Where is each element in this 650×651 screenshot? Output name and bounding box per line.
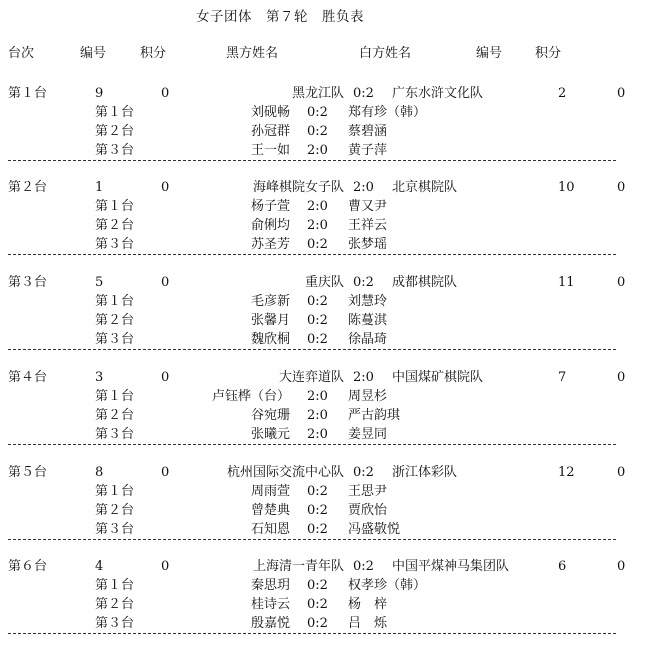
right-number: 6 — [558, 559, 567, 574]
black-team: 大连弈道队 — [278, 370, 344, 385]
left-points: 0 — [161, 370, 170, 385]
game-board-label: 第２台 — [95, 597, 135, 612]
header-white-name: 白方姓名 — [359, 46, 412, 61]
game-score: 0:2 — [307, 484, 328, 499]
black-player: 毛彦新 — [250, 294, 290, 309]
black-player: 俞俐均 — [250, 218, 290, 233]
board-label: 第３台 — [8, 275, 48, 290]
white-player: 王思尹 — [348, 484, 388, 499]
left-number: 9 — [95, 86, 104, 101]
right-points: 0 — [617, 275, 626, 290]
header-number-left: 编号 — [80, 46, 107, 61]
black-team: 重庆队 — [304, 275, 344, 290]
left-points: 0 — [161, 559, 170, 574]
black-player: 曾楚典 — [250, 503, 290, 518]
black-team: 上海清一青年队 — [252, 559, 344, 574]
game-board-label: 第１台 — [95, 199, 135, 214]
white-player: 姜昱同 — [348, 427, 388, 442]
game-score: 2:0 — [307, 143, 328, 158]
game-score: 0:2 — [307, 332, 328, 347]
game-board-label: 第１台 — [95, 389, 135, 404]
white-player: 冯盛敬悦 — [348, 522, 401, 537]
left-number: 4 — [95, 559, 104, 574]
white-player: 陈蔓淇 — [348, 313, 388, 328]
black-player: 魏欣桐 — [250, 332, 290, 347]
game-board-label: 第１台 — [95, 294, 135, 309]
black-team: 黑龙江队 — [291, 86, 344, 101]
dashed-divider — [8, 539, 616, 540]
board-label: 第１台 — [8, 86, 48, 101]
white-player: 郑有珍（韩） — [348, 105, 427, 120]
board-label: 第５台 — [8, 465, 48, 480]
game-board-label: 第２台 — [95, 124, 135, 139]
game-board-label: 第１台 — [95, 484, 135, 499]
dashed-divider — [8, 254, 616, 255]
black-player: 谷宛珊 — [250, 408, 290, 423]
team-score: 0:2 — [353, 559, 374, 574]
dashed-divider — [8, 633, 616, 634]
white-player: 权孝珍（韩） — [348, 578, 427, 593]
game-board-label: 第１台 — [95, 105, 135, 120]
white-team: 成都棋院队 — [392, 275, 458, 290]
left-points: 0 — [161, 465, 170, 480]
team-score: 2:0 — [353, 180, 374, 195]
team-score: 0:2 — [353, 465, 374, 480]
white-player: 徐晶琦 — [348, 332, 388, 347]
team-score: 0:2 — [353, 86, 374, 101]
black-player: 秦思玥 — [250, 578, 290, 593]
game-score: 2:0 — [307, 389, 328, 404]
header-points-right: 积分 — [535, 46, 562, 61]
game-board-label: 第３台 — [95, 427, 135, 442]
black-player: 苏圣芳 — [250, 237, 290, 252]
right-points: 0 — [617, 180, 626, 195]
black-player: 卢钰桦（台） — [211, 389, 290, 404]
right-points: 0 — [617, 370, 626, 385]
game-score: 0:2 — [307, 294, 328, 309]
black-player: 桂诗云 — [250, 597, 290, 612]
black-player: 刘砚畅 — [250, 105, 290, 120]
black-player: 张馨月 — [250, 313, 290, 328]
white-player: 刘慧玲 — [348, 294, 388, 309]
header-black-name: 黑方姓名 — [226, 46, 279, 61]
black-player: 王一如 — [250, 143, 290, 158]
white-player: 周昱杉 — [348, 389, 388, 404]
game-score: 0:2 — [307, 578, 328, 593]
black-team: 杭州国际交流中心队 — [226, 465, 344, 480]
game-score: 2:0 — [307, 408, 328, 423]
header-number-right: 编号 — [476, 46, 503, 61]
right-number: 12 — [558, 465, 575, 480]
left-points: 0 — [161, 86, 170, 101]
right-points: 0 — [617, 559, 626, 574]
left-number: 8 — [95, 465, 104, 480]
white-player: 杨 梓 — [348, 597, 388, 612]
game-score: 0:2 — [307, 313, 328, 328]
game-score: 0:2 — [307, 616, 328, 631]
game-score: 2:0 — [307, 427, 328, 442]
game-board-label: 第３台 — [95, 143, 135, 158]
game-board-label: 第２台 — [95, 218, 135, 233]
white-team: 中国煤矿棋院队 — [392, 370, 484, 385]
white-player: 张梦瑶 — [348, 237, 388, 252]
right-number: 2 — [558, 86, 567, 101]
black-player: 殷嘉悦 — [250, 616, 290, 631]
left-number: 3 — [95, 370, 104, 385]
game-score: 0:2 — [307, 105, 328, 120]
black-player: 张曦元 — [250, 427, 290, 442]
white-player: 贾欣怡 — [348, 503, 388, 518]
game-score: 0:2 — [307, 503, 328, 518]
board-label: 第６台 — [8, 559, 48, 574]
right-points: 0 — [617, 465, 626, 480]
team-score: 2:0 — [353, 370, 374, 385]
white-player: 黄子萍 — [348, 143, 388, 158]
right-points: 0 — [617, 86, 626, 101]
dashed-divider — [8, 160, 616, 161]
game-board-label: 第３台 — [95, 522, 135, 537]
white-team: 中国平煤神马集团队 — [392, 559, 510, 574]
white-player: 吕 烁 — [348, 616, 388, 631]
white-team: 广东水浒文化队 — [392, 86, 484, 101]
left-points: 0 — [161, 180, 170, 195]
left-number: 1 — [95, 180, 104, 195]
right-number: 10 — [558, 180, 575, 195]
game-score: 0:2 — [307, 597, 328, 612]
dashed-divider — [8, 444, 616, 445]
black-player: 杨子萱 — [250, 199, 290, 214]
board-label: 第２台 — [8, 180, 48, 195]
game-board-label: 第２台 — [95, 313, 135, 328]
white-player: 曹又尹 — [348, 199, 388, 214]
right-number: 11 — [558, 275, 575, 290]
board-label: 第４台 — [8, 370, 48, 385]
game-board-label: 第１台 — [95, 578, 135, 593]
game-board-label: 第３台 — [95, 332, 135, 347]
game-board-label: 第３台 — [95, 237, 135, 252]
game-board-label: 第２台 — [95, 408, 135, 423]
game-board-label: 第３台 — [95, 616, 135, 631]
white-player: 严古韵琪 — [348, 408, 401, 423]
page-title: 女子团体 第７轮 胜负表 — [196, 9, 364, 25]
white-player: 蔡碧涵 — [348, 124, 388, 139]
game-score: 2:0 — [307, 199, 328, 214]
left-number: 5 — [95, 275, 104, 290]
white-team: 北京棋院队 — [392, 180, 458, 195]
team-score: 0:2 — [353, 275, 374, 290]
black-player: 孙冠群 — [250, 124, 290, 139]
white-player: 王祥云 — [348, 218, 388, 233]
game-score: 2:0 — [307, 218, 328, 233]
left-points: 0 — [161, 275, 170, 290]
game-board-label: 第２台 — [95, 503, 135, 518]
dashed-divider — [8, 349, 616, 350]
black-team: 海峰棋院女子队 — [252, 180, 344, 195]
header-board: 台次 — [8, 46, 35, 61]
white-team: 浙江体彩队 — [392, 465, 458, 480]
black-player: 周雨萱 — [250, 484, 290, 499]
header-points-left: 积分 — [140, 46, 167, 61]
black-player: 石知恩 — [250, 522, 290, 537]
right-number: 7 — [558, 370, 567, 385]
game-score: 0:2 — [307, 237, 328, 252]
game-score: 0:2 — [307, 124, 328, 139]
game-score: 0:2 — [307, 522, 328, 537]
